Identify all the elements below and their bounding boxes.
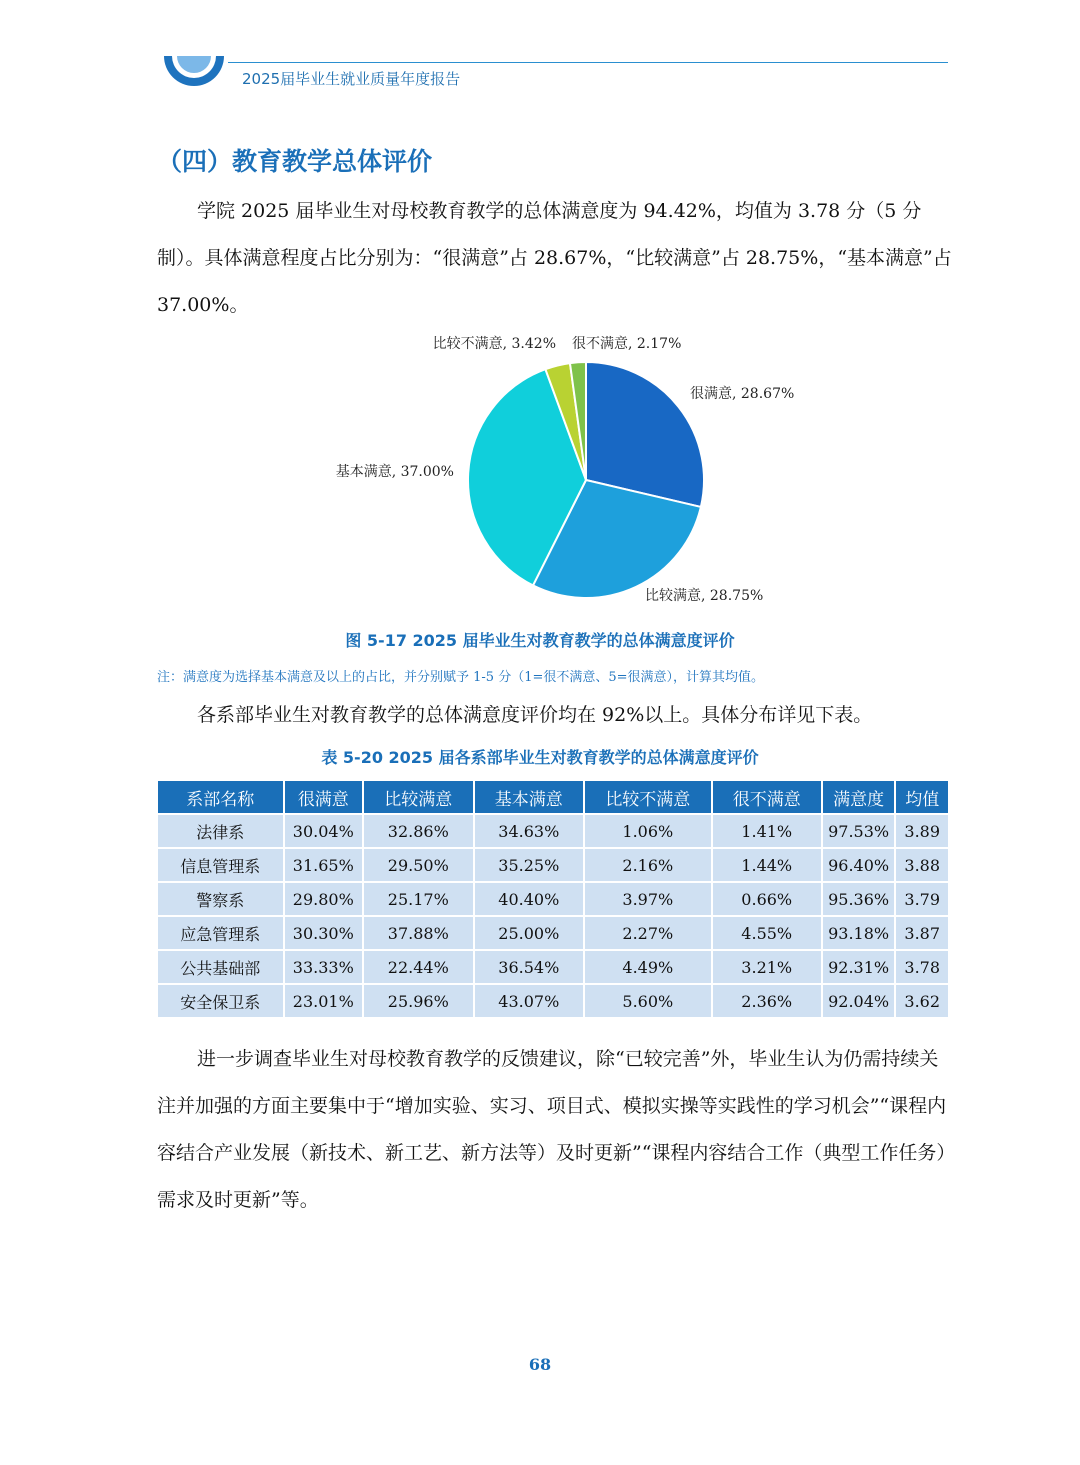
data-label-fairly-satisfied: 比较满意, 28.75% — [645, 588, 764, 604]
table-cell: 25.00% — [475, 917, 583, 949]
column-header: 系部名称 — [158, 781, 283, 813]
table-cell: 3.79 — [896, 883, 948, 915]
figure-caption: 图 5-17 2025 届毕业生对教育教学的总体满意度评价 — [345, 631, 735, 650]
header-title: 2025届毕业生就业质量年度报告 — [242, 70, 461, 88]
feedback-paragraph: 进一步调查毕业生对母校教育教学的反馈建议，除“已较完善”外，毕业生认为仍需持续关注并加强的方面主要集中于“增加实验、实习、项目式、模拟实操等实践性的学习机会”“课程内容结合产业发展（新技术、新工艺、新方法等）及时更新”“课程内容结合工作（典型工作任务）需求及时更新”等。 — [157, 1048, 956, 1211]
column-header: 比较满意 — [364, 781, 472, 813]
table-cell: 43.07% — [475, 985, 583, 1017]
page-header — [160, 52, 950, 102]
data-label-very-dissatisfied: 很不满意, 2.17% — [572, 336, 682, 352]
figure-note: 注：满意度为选择基本满意及以上的占比，并分别赋予 1-5 分（1=很不满意、5=很满意），计算其均值。 — [157, 670, 765, 685]
table-cell: 40.40% — [475, 883, 583, 915]
table-caption: 表 5-20 2025 届各系部毕业生对教育教学的总体满意度评价 — [321, 748, 759, 767]
table-cell: 97.53% — [823, 815, 895, 847]
header-rule — [228, 62, 948, 63]
table-cell: 30.04% — [285, 815, 362, 847]
table-cell: 31.65% — [285, 849, 362, 881]
table-cell: 93.18% — [823, 917, 895, 949]
table-header-row — [158, 781, 948, 813]
satisfaction-pie-chart — [300, 328, 820, 613]
table-cell: 2.27% — [585, 917, 711, 949]
table-cell: 36.54% — [475, 951, 583, 983]
table-cell: 2.16% — [585, 849, 711, 881]
table-cell: 3.87 — [896, 917, 948, 949]
department-name-cell: 安全保卫系 — [158, 985, 283, 1017]
table-cell: 37.88% — [364, 917, 472, 949]
table-cell: 3.62 — [896, 985, 948, 1017]
column-header: 比较不满意 — [585, 781, 711, 813]
column-header: 很不满意 — [713, 781, 821, 813]
table-cell: 4.49% — [585, 951, 711, 983]
table-cell: 1.06% — [585, 815, 711, 847]
table-row — [158, 951, 948, 983]
table-cell: 29.80% — [285, 883, 362, 915]
data-label-basically-satisfied: 基本满意, 37.00% — [335, 464, 454, 480]
table-cell: 35.25% — [475, 849, 583, 881]
report-logo-icon — [160, 52, 226, 98]
table-cell: 33.33% — [285, 951, 362, 983]
table-cell: 3.78 — [896, 951, 948, 983]
table-cell: 92.04% — [823, 985, 895, 1017]
table-cell: 30.30% — [285, 917, 362, 949]
department-name-cell: 信息管理系 — [158, 849, 283, 881]
table-cell: 3.89 — [896, 815, 948, 847]
table-row — [158, 883, 948, 915]
table-cell: 22.44% — [364, 951, 472, 983]
table-row — [158, 815, 948, 847]
column-header: 满意度 — [823, 781, 895, 813]
table-cell: 95.36% — [823, 883, 895, 915]
department-summary-paragraph: 各系部毕业生对教育教学的总体满意度评价均在 92%以上。具体分布详见下表。 — [197, 704, 873, 726]
table-cell: 2.36% — [713, 985, 821, 1017]
table-cell: 96.40% — [823, 849, 895, 881]
table-cell: 3.97% — [585, 883, 711, 915]
department-name-cell: 警察系 — [158, 883, 283, 915]
table-cell: 0.66% — [713, 883, 821, 915]
intro-paragraph: 学院 2025 届毕业生对母校教育教学的总体满意度为 94.42%，均值为 3.78 分（5 分制）。具体满意程度占比分别为：“很满意”占 28.67%，“比较满意”占 28.75%，“基本满意”占 37.00%。 — [157, 200, 952, 316]
table-cell: 32.86% — [364, 815, 472, 847]
table-cell: 3.21% — [713, 951, 821, 983]
table-cell: 92.31% — [823, 951, 895, 983]
department-name-cell: 应急管理系 — [158, 917, 283, 949]
table-cell: 1.41% — [713, 815, 821, 847]
table-cell: 1.44% — [713, 849, 821, 881]
section-title: （四）教育教学总体评价 — [157, 147, 433, 176]
department-name-cell: 法律系 — [158, 815, 283, 847]
column-header: 很满意 — [285, 781, 362, 813]
column-header: 均值 — [896, 781, 948, 813]
table-cell: 4.55% — [713, 917, 821, 949]
table-row — [158, 985, 948, 1017]
table-cell: 23.01% — [285, 985, 362, 1017]
table-cell: 25.96% — [364, 985, 472, 1017]
table-cell: 5.60% — [585, 985, 711, 1017]
data-label-fairly-dissatisfied: 比较不满意, 3.42% — [432, 336, 556, 352]
table-row — [158, 917, 948, 949]
table-cell: 3.88 — [896, 849, 948, 881]
table-cell: 25.17% — [364, 883, 472, 915]
table-row — [158, 849, 948, 881]
data-label-very-satisfied: 很满意, 28.67% — [690, 386, 795, 402]
column-header: 基本满意 — [475, 781, 583, 813]
department-name-cell: 公共基础部 — [158, 951, 283, 983]
table-cell: 34.63% — [475, 815, 583, 847]
table-cell: 29.50% — [364, 849, 472, 881]
page-number: 68 — [528, 1355, 552, 1374]
department-satisfaction-table — [156, 779, 950, 1019]
